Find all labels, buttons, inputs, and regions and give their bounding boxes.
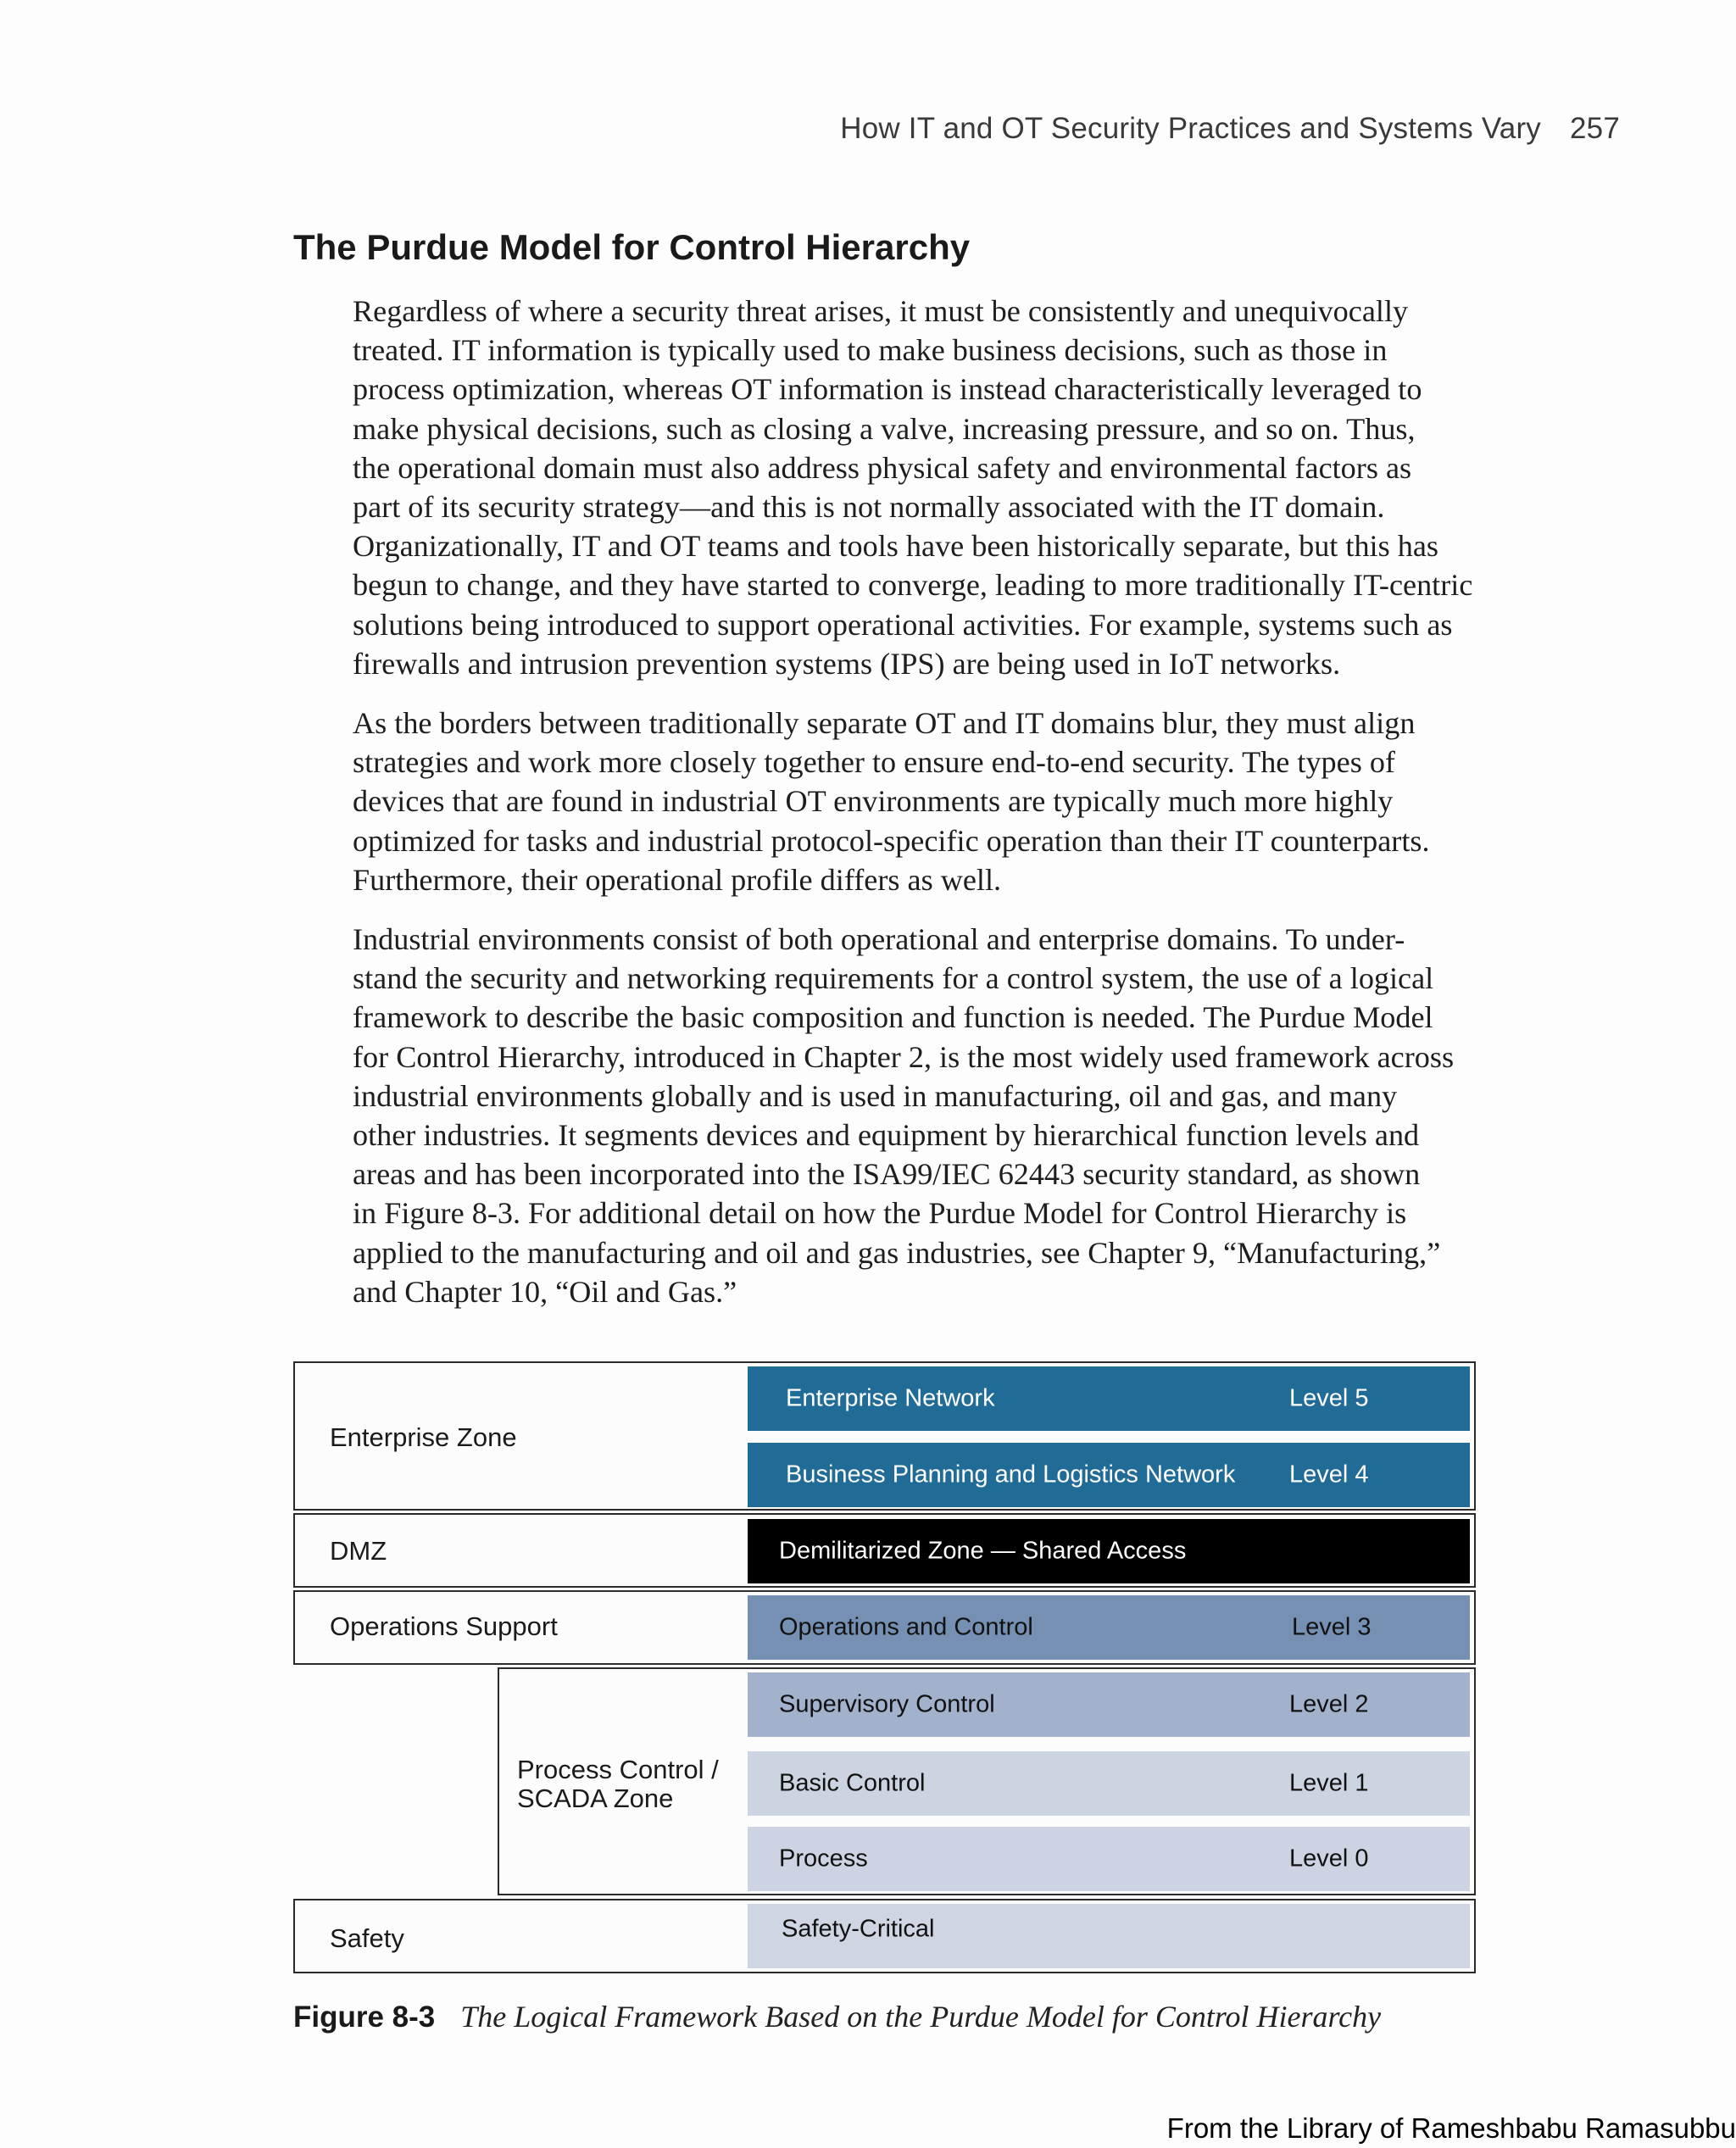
process-control-zone-label-line2: SCADA Zone [517,1784,674,1813]
paragraph-line: for Control Hierarchy, introduced in Chapter 2, is the most widely used framework across [353,1039,1455,1074]
band-level-4 [748,1443,1470,1507]
paragraph-line: begun to change, and they have started to converge, leading to more traditionally IT-centric [353,568,1473,603]
paragraph-line: applied to the manufacturing and oil and gas industries, see Chapter 9, “Manufacturing,” [353,1235,1441,1270]
band-label: Basic Control [779,1769,926,1797]
band-level-1 [748,1751,1470,1816]
band-label: Process [779,1845,868,1873]
paragraph-line: devices that are found in industrial OT environments are typically much more highly [353,784,1394,819]
paragraph-line: optimized for tasks and industrial protocol-specific operation than their IT counterparts. [353,823,1430,858]
running-head-title: How IT and OT Security Practices and Systems Vary [840,112,1541,145]
band-label: Demilitarized Zone — Shared Access [779,1537,1187,1565]
process-control-zone-label-line1: Process Control / [517,1755,719,1784]
process-control-zone-label [517,1756,719,1813]
paragraph-line: Furthermore, their operational profile differs as well. [353,862,1002,897]
page-number: 257 [1570,112,1620,145]
band-label: Business Planning and Logistics Network [786,1461,1236,1489]
paragraph-line: Organizationally, IT and OT teams and tools have been historically separate, but this has [353,529,1438,564]
band-level-2 [748,1672,1470,1737]
band-level-0 [748,1827,1470,1891]
operations-support-zone-label: Operations Support [330,1611,558,1641]
paragraph-1 [353,292,1514,683]
paragraph-line: treated. IT information is typically used to make business decisions, such as those in [353,333,1388,368]
band-label: Safety-Critical [782,1915,935,1943]
paragraph-3 [353,920,1514,1311]
paragraph-line: areas and has been incorporated into the ISA99/IEC 62443 security standard, as shown [353,1157,1421,1192]
paragraph-line: and Chapter 10, “Oil and Gas.” [353,1274,737,1309]
paragraph-line: Regardless of where a security threat arises, it must be consistently and unequivocally [353,294,1409,328]
paragraph-line: part of its security strategy—and this is not normally associated with the IT domain. [353,490,1385,525]
band-level: Level 3 [1292,1613,1372,1641]
band-dmz [748,1519,1470,1583]
band-safety-critical [748,1904,1470,1968]
paragraph-line: the operational domain must also address physical safety and environmental factors as [353,450,1412,485]
paragraph-line: process optimization, whereas OT information is instead characteristically leveraged to [353,372,1422,407]
paragraph-line: other industries. It segments devices and equipment by hierarchical function levels and [353,1118,1420,1153]
band-label: Operations and Control [779,1613,1033,1641]
paragraph-line: in Figure 8-3. For additional detail on how the Purdue Model for Control Hierarchy is [353,1196,1407,1231]
band-level: Level 5 [1289,1384,1369,1412]
band-level-5 [748,1366,1470,1431]
paragraph-line: As the borders between traditionally separate OT and IT domains blur, they must align [353,706,1416,740]
paragraph-2 [353,704,1514,899]
paragraph-line: framework to describe the basic composition and function is needed. The Purdue Model [353,1000,1433,1035]
paragraph-line: industrial environments globally and is used in manufacturing, oil and gas, and many [353,1078,1398,1113]
band-level: Level 0 [1289,1845,1369,1873]
dmz-zone-label: DMZ [330,1536,387,1566]
paragraph-line: strategies and work more closely together to ensure end-to-end security. The types of [353,745,1395,780]
band-level-3 [748,1595,1470,1660]
running-head [840,112,1620,146]
band-label: Enterprise Network [786,1384,995,1412]
section-title: The Purdue Model for Control Hierarchy [293,227,971,267]
paragraph-line: solutions being introduced to support operational activities. For example, systems such as [353,607,1453,642]
safety-zone-label: Safety [330,1923,404,1953]
band-label: Supervisory Control [779,1690,995,1718]
paragraph-line: make physical decisions, such as closing a valve, increasing pressure, and so on. Thus, [353,411,1416,446]
paragraph-line: firewalls and intrusion prevention systems (IPS) are being used in IoT networks. [353,646,1341,681]
figure-caption-text: The Logical Framework Based on the Purdue Model for Control Hierarchy [460,2000,1382,2034]
paragraph-line: stand the security and networking requirements for a control system, the use of a logical [353,961,1434,996]
enterprise-zone-label: Enterprise Zone [330,1422,517,1452]
band-level: Level 4 [1289,1461,1369,1489]
band-level: Level 1 [1289,1769,1369,1797]
figure-number: Figure 8-3 [293,2001,436,2034]
library-note: From the Library of Rameshbabu Ramasubbu [1166,2112,1736,2144]
figure-caption [293,1999,1381,2034]
band-level: Level 2 [1289,1690,1369,1718]
paragraph-line: Industrial environments consist of both operational and enterprise domains. To under- [353,922,1405,956]
